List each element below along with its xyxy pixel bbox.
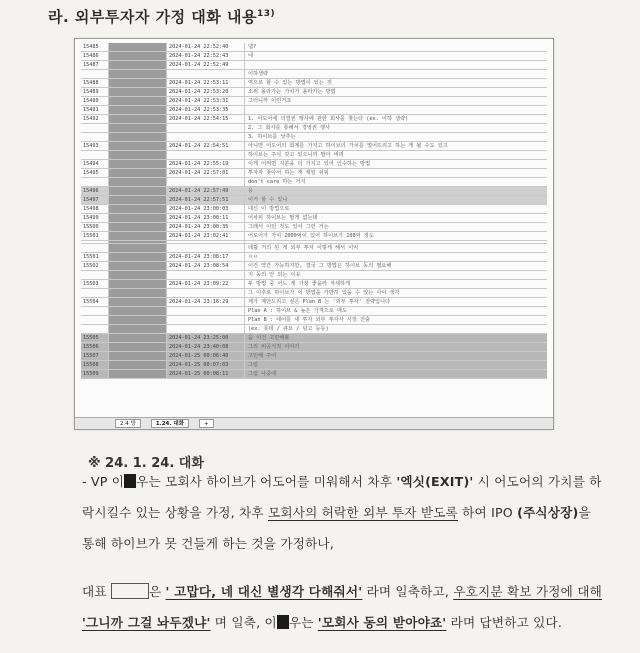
row-id <box>81 124 109 132</box>
row-message: 제가 제안드리고 싶은 Plan B 는 '외부 투자' 전략입니다 <box>248 299 391 305</box>
table-row <box>81 334 547 343</box>
para1-exit: '엑싯(EXIT)' <box>396 474 474 489</box>
row-timestamp: 2024-01-24 22:53:11 <box>167 79 245 87</box>
table-row <box>81 370 547 379</box>
redacted-sender <box>109 262 167 270</box>
row-message: 그러니까 이런거죠 <box>248 98 292 104</box>
redacted-sender <box>109 115 167 123</box>
row-message: 이하생략 <box>248 71 269 77</box>
para1-text-4: 시 어도어의 가치를 하락시킬수 있는 상황을 가정, 차후 <box>82 474 602 520</box>
redaction-box <box>124 474 136 488</box>
row-message: 그리 비공식적 이야기 <box>248 344 300 350</box>
para1-text-9: 을 통해 하이브가 못 건들게 하는 것을 가정하나, <box>82 505 591 551</box>
row-id: 15490 <box>81 97 109 105</box>
table-row <box>81 325 547 334</box>
row-timestamp: 2024-01-24 22:57:01 <box>167 169 245 177</box>
sheet-tab[interactable]: 1.24. 대화 <box>151 419 189 428</box>
para2-quote-3: '모회사 동의 받아야죠' <box>317 615 447 630</box>
table-row <box>81 205 547 214</box>
row-id <box>81 70 109 78</box>
row-id <box>81 289 109 297</box>
table-row <box>81 133 547 142</box>
table-row <box>81 244 547 253</box>
row-message: 대신 이 방법으로 <box>248 206 290 212</box>
table-row <box>81 214 547 223</box>
row-timestamp: 2024-01-24 23:00:11 <box>167 214 245 222</box>
row-id: 15500 <box>81 223 109 231</box>
row-id <box>81 307 109 315</box>
redacted-sender <box>109 244 167 252</box>
table-row <box>81 79 547 88</box>
redacted-sender <box>109 205 167 213</box>
para1-text-2: 우는 모회사 하이브가 어도어를 미워해서 차후 <box>136 474 397 489</box>
redacted-sender <box>109 88 167 96</box>
table-row <box>81 97 547 106</box>
para2-underline-1: 우호지분 확보 가정에 대해 <box>453 584 602 599</box>
row-id: 15497 <box>81 196 109 204</box>
para2-text-7: 며 일축, 이 <box>210 615 277 630</box>
redacted-sender <box>109 187 167 195</box>
row-id <box>81 151 109 159</box>
redacted-sender <box>109 196 167 204</box>
row-message: 그럼 <box>248 362 259 368</box>
table-row <box>81 289 547 298</box>
redacted-sender <box>109 43 167 51</box>
redacted-sender <box>109 160 167 168</box>
row-message: 넵? <box>248 44 257 50</box>
sheet-tab-bar <box>75 417 553 429</box>
table-row <box>81 70 547 79</box>
row-message <box>245 106 547 114</box>
row-timestamp: 2024-01-24 22:53:35 <box>167 106 245 114</box>
table-row <box>81 106 547 115</box>
table-row <box>81 187 547 196</box>
row-message: 3. 하이브를 낮추는 <box>248 134 296 140</box>
row-timestamp <box>167 241 245 243</box>
row-timestamp <box>167 307 245 315</box>
row-timestamp: 2024-01-24 22:52:40 <box>167 43 245 51</box>
table-row <box>81 196 547 205</box>
redacted-sender <box>109 271 167 279</box>
table-row <box>81 160 547 169</box>
row-message: (ex. 롯데 / 큐브 / 딩고 등등) <box>248 326 329 332</box>
row-message: 네 <box>248 53 254 59</box>
table-row <box>81 343 547 352</box>
para2-text-10: 라며 답변하고 있다. <box>446 615 563 630</box>
redacted-sender <box>109 169 167 177</box>
row-id: 15493 <box>81 142 109 150</box>
row-id: 15496 <box>81 187 109 195</box>
table-row <box>81 253 547 262</box>
row-id: 15486 <box>81 52 109 60</box>
table-row <box>81 151 547 160</box>
redacted-sender <box>109 325 167 333</box>
table-row <box>81 232 547 241</box>
para1-text-1: - VP 이 <box>82 474 125 489</box>
redacted-sender <box>109 241 167 243</box>
redacted-sender <box>109 214 167 222</box>
row-id: 15494 <box>81 160 109 168</box>
row-id <box>81 133 109 141</box>
row-id <box>81 316 109 324</box>
row-message: 소위 올라가는 가치가 올라가는 방법 <box>248 89 336 95</box>
row-message: 지 동의 안 되는 이유 <box>248 272 301 278</box>
row-timestamp: 2024-01-24 22:57:49 <box>167 187 245 195</box>
table-row <box>81 316 547 325</box>
redacted-sender <box>109 142 167 150</box>
chat-log-table <box>81 43 547 379</box>
row-id <box>81 178 109 186</box>
redacted-sender <box>109 52 167 60</box>
table-row <box>81 88 547 97</box>
row-message: 하이브는 주식 갖고 있으니까 팔아 버려 <box>248 152 344 158</box>
row-id: 15495 <box>81 169 109 177</box>
section-heading-text: 라. 외부투자자 가정 대화 내용 <box>48 8 257 26</box>
row-timestamp: 2024-01-24 23:16:29 <box>167 298 245 306</box>
row-timestamp: 2024-01-25 00:08:11 <box>167 370 245 378</box>
row-message <box>245 61 547 69</box>
row-id: 15492 <box>81 115 109 123</box>
row-id: 15499 <box>81 214 109 222</box>
section-heading <box>48 6 275 27</box>
table-row <box>81 298 547 307</box>
para2-quote-1: ' 고맙다, 네 대신 별생각 다해줘서' <box>165 584 363 599</box>
row-message: 데릴 거의 된 게 외부 투자 이렇게 해서 이익 <box>248 245 359 251</box>
row-timestamp: 2024-01-24 23:08:54 <box>167 262 245 270</box>
row-timestamp: 2024-01-24 23:00:35 <box>167 223 245 231</box>
table-row <box>81 223 547 232</box>
row-message: 투자자 찾아서 하는 게 제일 쉬워 <box>248 170 329 176</box>
row-timestamp: 2024-01-24 22:54:15 <box>167 115 245 123</box>
row-timestamp: 2024-01-24 22:52:43 <box>167 52 245 60</box>
row-timestamp <box>167 271 245 279</box>
row-id: 15503 <box>81 280 109 288</box>
redacted-sender <box>109 298 167 306</box>
row-timestamp: 2024-01-24 23:09:22 <box>167 280 245 288</box>
redacted-sender <box>109 361 167 369</box>
row-message: 고민해 주어 <box>248 353 277 359</box>
table-row <box>81 124 547 133</box>
row-id: 15505 <box>81 334 109 342</box>
row-timestamp <box>167 70 245 78</box>
row-message: 그럼 나중에 <box>248 371 277 377</box>
redacted-sender <box>109 316 167 324</box>
row-message: 역으로 할 수 있는 방법이 있는 것 <box>248 80 332 86</box>
redacted-sender <box>109 79 167 87</box>
row-id: 15491 <box>81 106 109 114</box>
para2-quote-2: '그니까 그걸 놔두겠냐' <box>82 615 211 630</box>
redacted-sender <box>109 178 167 186</box>
redacted-sender <box>109 133 167 141</box>
row-message: 이게 어쩌면 지분을 더 가지고 있어 인수하는 방법 <box>248 161 371 167</box>
row-message: 아니면 어도어의 회계를 가지고 하이브의 가치를 떨어뜨리고 하는 게 될 수도 있고 <box>248 143 448 149</box>
row-message: 어차피 하이브는 팔게 없는데 <box>248 215 318 221</box>
chat-log-screenshot <box>74 38 554 430</box>
redacted-sender <box>109 289 167 297</box>
row-id: 15485 <box>81 43 109 51</box>
row-message: 음 이건 고민해볼 <box>248 335 290 341</box>
row-timestamp <box>167 244 245 252</box>
table-row <box>81 52 547 61</box>
row-timestamp <box>167 289 245 297</box>
para1-ipo: (주식상장) <box>517 505 579 520</box>
sheet-tab[interactable]: 2.4 방 <box>115 419 141 428</box>
table-row <box>81 169 547 178</box>
table-row <box>81 115 547 124</box>
row-timestamp: 2024-01-24 22:55:19 <box>167 160 245 168</box>
row-id <box>81 271 109 279</box>
table-row <box>81 271 547 280</box>
para2-text-2: 은 <box>148 584 166 599</box>
row-id: 15502 <box>81 262 109 270</box>
redacted-sender <box>109 70 167 78</box>
redaction-box-2 <box>277 615 289 629</box>
redacted-sender <box>109 280 167 288</box>
name-redaction-box <box>111 583 149 599</box>
para2-text-4: 라며 일축하고, <box>362 584 454 599</box>
row-message: 그래서 이런 것도 있어 그런 거는 <box>248 224 329 230</box>
note-label: ※ 24. 1. 24. 대화 <box>88 456 204 471</box>
table-row <box>81 352 547 361</box>
row-message: 이건 약간 가능하지만, 결국 그 방법은 하이브 동의 필요해 <box>248 263 392 269</box>
row-id: 15487 <box>81 61 109 69</box>
row-id: 15488 <box>81 79 109 87</box>
redacted-sender <box>109 352 167 360</box>
row-timestamp <box>167 178 245 186</box>
row-id: 15508 <box>81 361 109 369</box>
row-message: Plan B : 대어를 새 투자 외부 투자사 시장 진출 <box>248 317 371 323</box>
row-message: 이거 할 수 있나 <box>248 197 288 203</box>
row-id: 15501 <box>81 232 109 240</box>
row-id: 15498 <box>81 205 109 213</box>
redacted-sender <box>109 334 167 342</box>
row-message: 1. 어도어에 의결권 행사에 관한 회사를 찾는다 (ex. 이하 생략) <box>248 116 409 122</box>
paragraph-2 <box>82 576 602 638</box>
row-message: Plan A : 하이브 & 높은 가격으로 매도 <box>248 308 347 314</box>
row-timestamp: 2024-01-24 23:00:03 <box>167 205 245 213</box>
row-timestamp: 2024-01-24 23:40:08 <box>167 343 245 351</box>
redacted-sender <box>109 151 167 159</box>
table-row <box>81 307 547 316</box>
row-message <box>245 241 547 243</box>
footnote-mark: 13) <box>256 9 276 19</box>
redacted-sender <box>109 343 167 351</box>
row-timestamp: 2024-01-24 22:54:51 <box>167 142 245 150</box>
row-timestamp: 2024-01-24 22:53:31 <box>167 97 245 105</box>
para1-underline-2: 한 외부 투자 받도록 <box>346 505 458 520</box>
row-id <box>81 241 109 243</box>
table-row <box>81 262 547 271</box>
row-id: 15507 <box>81 352 109 360</box>
table-row <box>81 61 547 70</box>
table-row <box>81 43 547 52</box>
row-message: 응 <box>248 188 254 194</box>
row-message: 두 방법 중 어느 게 가장 좋을까 자세하게 <box>248 281 351 287</box>
redacted-sender <box>109 370 167 378</box>
row-timestamp: 2024-01-25 00:06:40 <box>167 352 245 360</box>
row-timestamp: 2024-01-24 23:08:17 <box>167 253 245 261</box>
redacted-sender <box>109 223 167 231</box>
table-row <box>81 280 547 289</box>
row-message: 어도어가 가치 2000억이 있어 하이브가 100억 정도 <box>248 233 374 239</box>
row-message: 2. 그 회사를 통해서 경영권 행사 <box>248 125 330 131</box>
row-timestamp: 2024-01-24 22:52:49 <box>167 61 245 69</box>
row-id <box>81 244 109 252</box>
row-timestamp <box>167 316 245 324</box>
redacted-sender <box>109 124 167 132</box>
row-id: 15501 <box>81 253 109 261</box>
paragraph-1 <box>82 466 602 559</box>
row-id: 15489 <box>81 88 109 96</box>
row-message: 그 이후로 하이브가 이 방법을 가만히 있을 수 있는 사이 생각 <box>248 290 400 296</box>
row-timestamp: 2024-01-25 00:07:03 <box>167 361 245 369</box>
table-row <box>81 178 547 187</box>
row-message: don't care 하는 거지 <box>248 179 306 185</box>
row-timestamp <box>167 151 245 159</box>
para1-text-7: 하여 IPO <box>457 505 518 520</box>
row-timestamp <box>167 133 245 141</box>
redacted-sender <box>109 106 167 114</box>
row-id: 15506 <box>81 343 109 351</box>
row-timestamp <box>167 124 245 132</box>
row-message: ㅇㅇ <box>248 254 259 260</box>
row-id <box>81 325 109 333</box>
table-row <box>81 361 547 370</box>
redacted-sender <box>109 97 167 105</box>
row-id: 15504 <box>81 298 109 306</box>
row-timestamp: 2024-01-24 22:53:20 <box>167 88 245 96</box>
redacted-sender <box>109 232 167 240</box>
redacted-sender <box>109 253 167 261</box>
row-id: 15509 <box>81 370 109 378</box>
sheet-tab[interactable]: + <box>199 419 214 428</box>
para2-text-1: 대표 <box>82 584 111 599</box>
para2-text-8: 우는 <box>288 615 318 630</box>
redacted-sender <box>109 307 167 315</box>
row-timestamp: 2024-01-24 23:25:00 <box>167 334 245 342</box>
para1-underline-1: 모회사의 허락 <box>267 505 347 520</box>
row-timestamp <box>167 325 245 333</box>
table-row <box>81 142 547 151</box>
redacted-sender <box>109 61 167 69</box>
row-timestamp: 2024-01-24 23:02:41 <box>167 232 245 240</box>
row-timestamp: 2024-01-24 22:57:51 <box>167 196 245 204</box>
